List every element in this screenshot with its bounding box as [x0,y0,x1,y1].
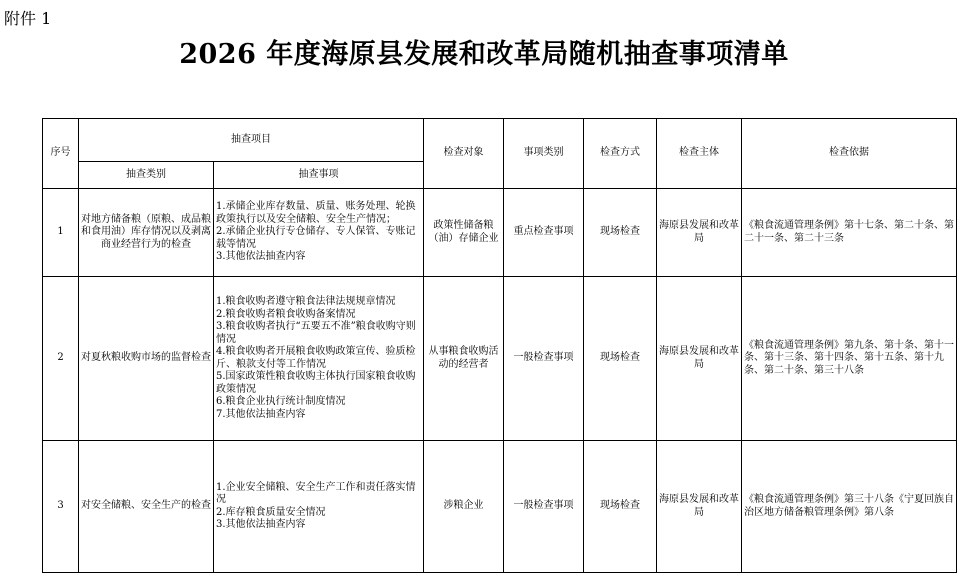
row-method: 现场检查 [584,277,657,441]
row-matters [214,277,424,441]
table-row [43,441,957,573]
attachment-label: 附件 1 [4,9,52,28]
table-row [43,189,957,277]
matter-item: 1.粮食收购者遵守粮食法律法规规章情况 [216,296,396,307]
header-project: 抽查项目 [79,119,424,162]
page-title: 2026 年度海原县发展和改革局随机抽查事项清单 [179,39,789,70]
header-basis: 检查依据 [742,119,957,189]
header-row-1 [43,119,957,162]
row-type: 重点检查事项 [504,189,584,277]
header-seq: 序号 [43,119,79,189]
row-target: 从事粮食收购活动的经营者 [424,277,504,441]
row-basis: 《粮食流通管理条例》第十七条、第二十条、第二十一条、第二十三条 [742,189,957,277]
row-subject: 海原县发展和改革局 [657,441,742,573]
row-seq: 1 [43,189,79,277]
matter-item: 1.企业安全储粮、安全生产工作和责任落实情况 [216,481,416,505]
matter-item: 3.粮食收购者执行“五要五不准”粮食收购守则情况 [216,321,416,345]
row-basis: 《粮食流通管理条例》第三十八条《宁夏回族自治区地方储备粮管理条例》第八条 [742,441,957,573]
row-category: 对夏秋粮收购市场的监督检查 [79,277,214,441]
row-method: 现场检查 [584,189,657,277]
row-category: 对安全储粮、安全生产的检查 [79,441,214,573]
matter-item: 6.粮食企业执行统计制度情况 [216,396,346,407]
matter-item: 3.其他依法抽查内容 [216,519,306,530]
matter-item: 2.承储企业执行专仓储存、专人保管、专账记载等情况 [216,226,416,250]
row-matters [214,441,424,573]
matter-item: 5.国家政策性粮食收购主体执行国家粮食收购政策情况 [216,371,416,395]
row-subject: 海原县发展和改革局 [657,189,742,277]
row-matters [214,189,424,277]
row-type: 一般检查事项 [504,441,584,573]
row-type: 一般检查事项 [504,277,584,441]
row-target: 涉粮企业 [424,441,504,573]
row-seq: 2 [43,277,79,441]
matter-item: 4.粮食收购者开展粮食收购政策宣传、验质检斤、粮款支付等工作情况 [216,346,416,370]
header-subject: 检查主体 [657,119,742,189]
matter-item: 1.承储企业库存数量、质量、账务处理、轮换政策执行以及安全储粮、安全生产情况； [216,201,416,225]
row-subject: 海原县发展和改革局 [657,277,742,441]
header-type: 事项类别 [504,119,584,189]
row-seq: 3 [43,441,79,573]
header-method: 检查方式 [584,119,657,189]
inspection-table [42,118,957,573]
matter-item: 2.库存粮食质量安全情况 [216,506,326,518]
header-matters: 抽查事项 [214,162,424,189]
header-category: 抽查类别 [79,162,214,189]
matter-item: 7.其他依法抽查内容 [216,408,306,420]
row-method: 现场检查 [584,441,657,573]
matter-item: 3.其他依法抽查内容 [216,251,306,263]
row-category: 对地方储备粮（原粮、成品粮和食用油）库存情况以及剥离商业经营行为的检查 [79,189,214,277]
row-target: 政策性储备粮（油）存储企业 [424,189,504,277]
table-row [43,277,957,441]
row-basis: 《粮食流通管理条例》第九条、第十条、第十一条、第十三条、第十四条、第十五条、第十九条、第二十条、第三十八条 [742,277,957,441]
matter-item: 2.粮食收购者粮食收购备案情况 [216,308,356,320]
header-target: 检查对象 [424,119,504,189]
